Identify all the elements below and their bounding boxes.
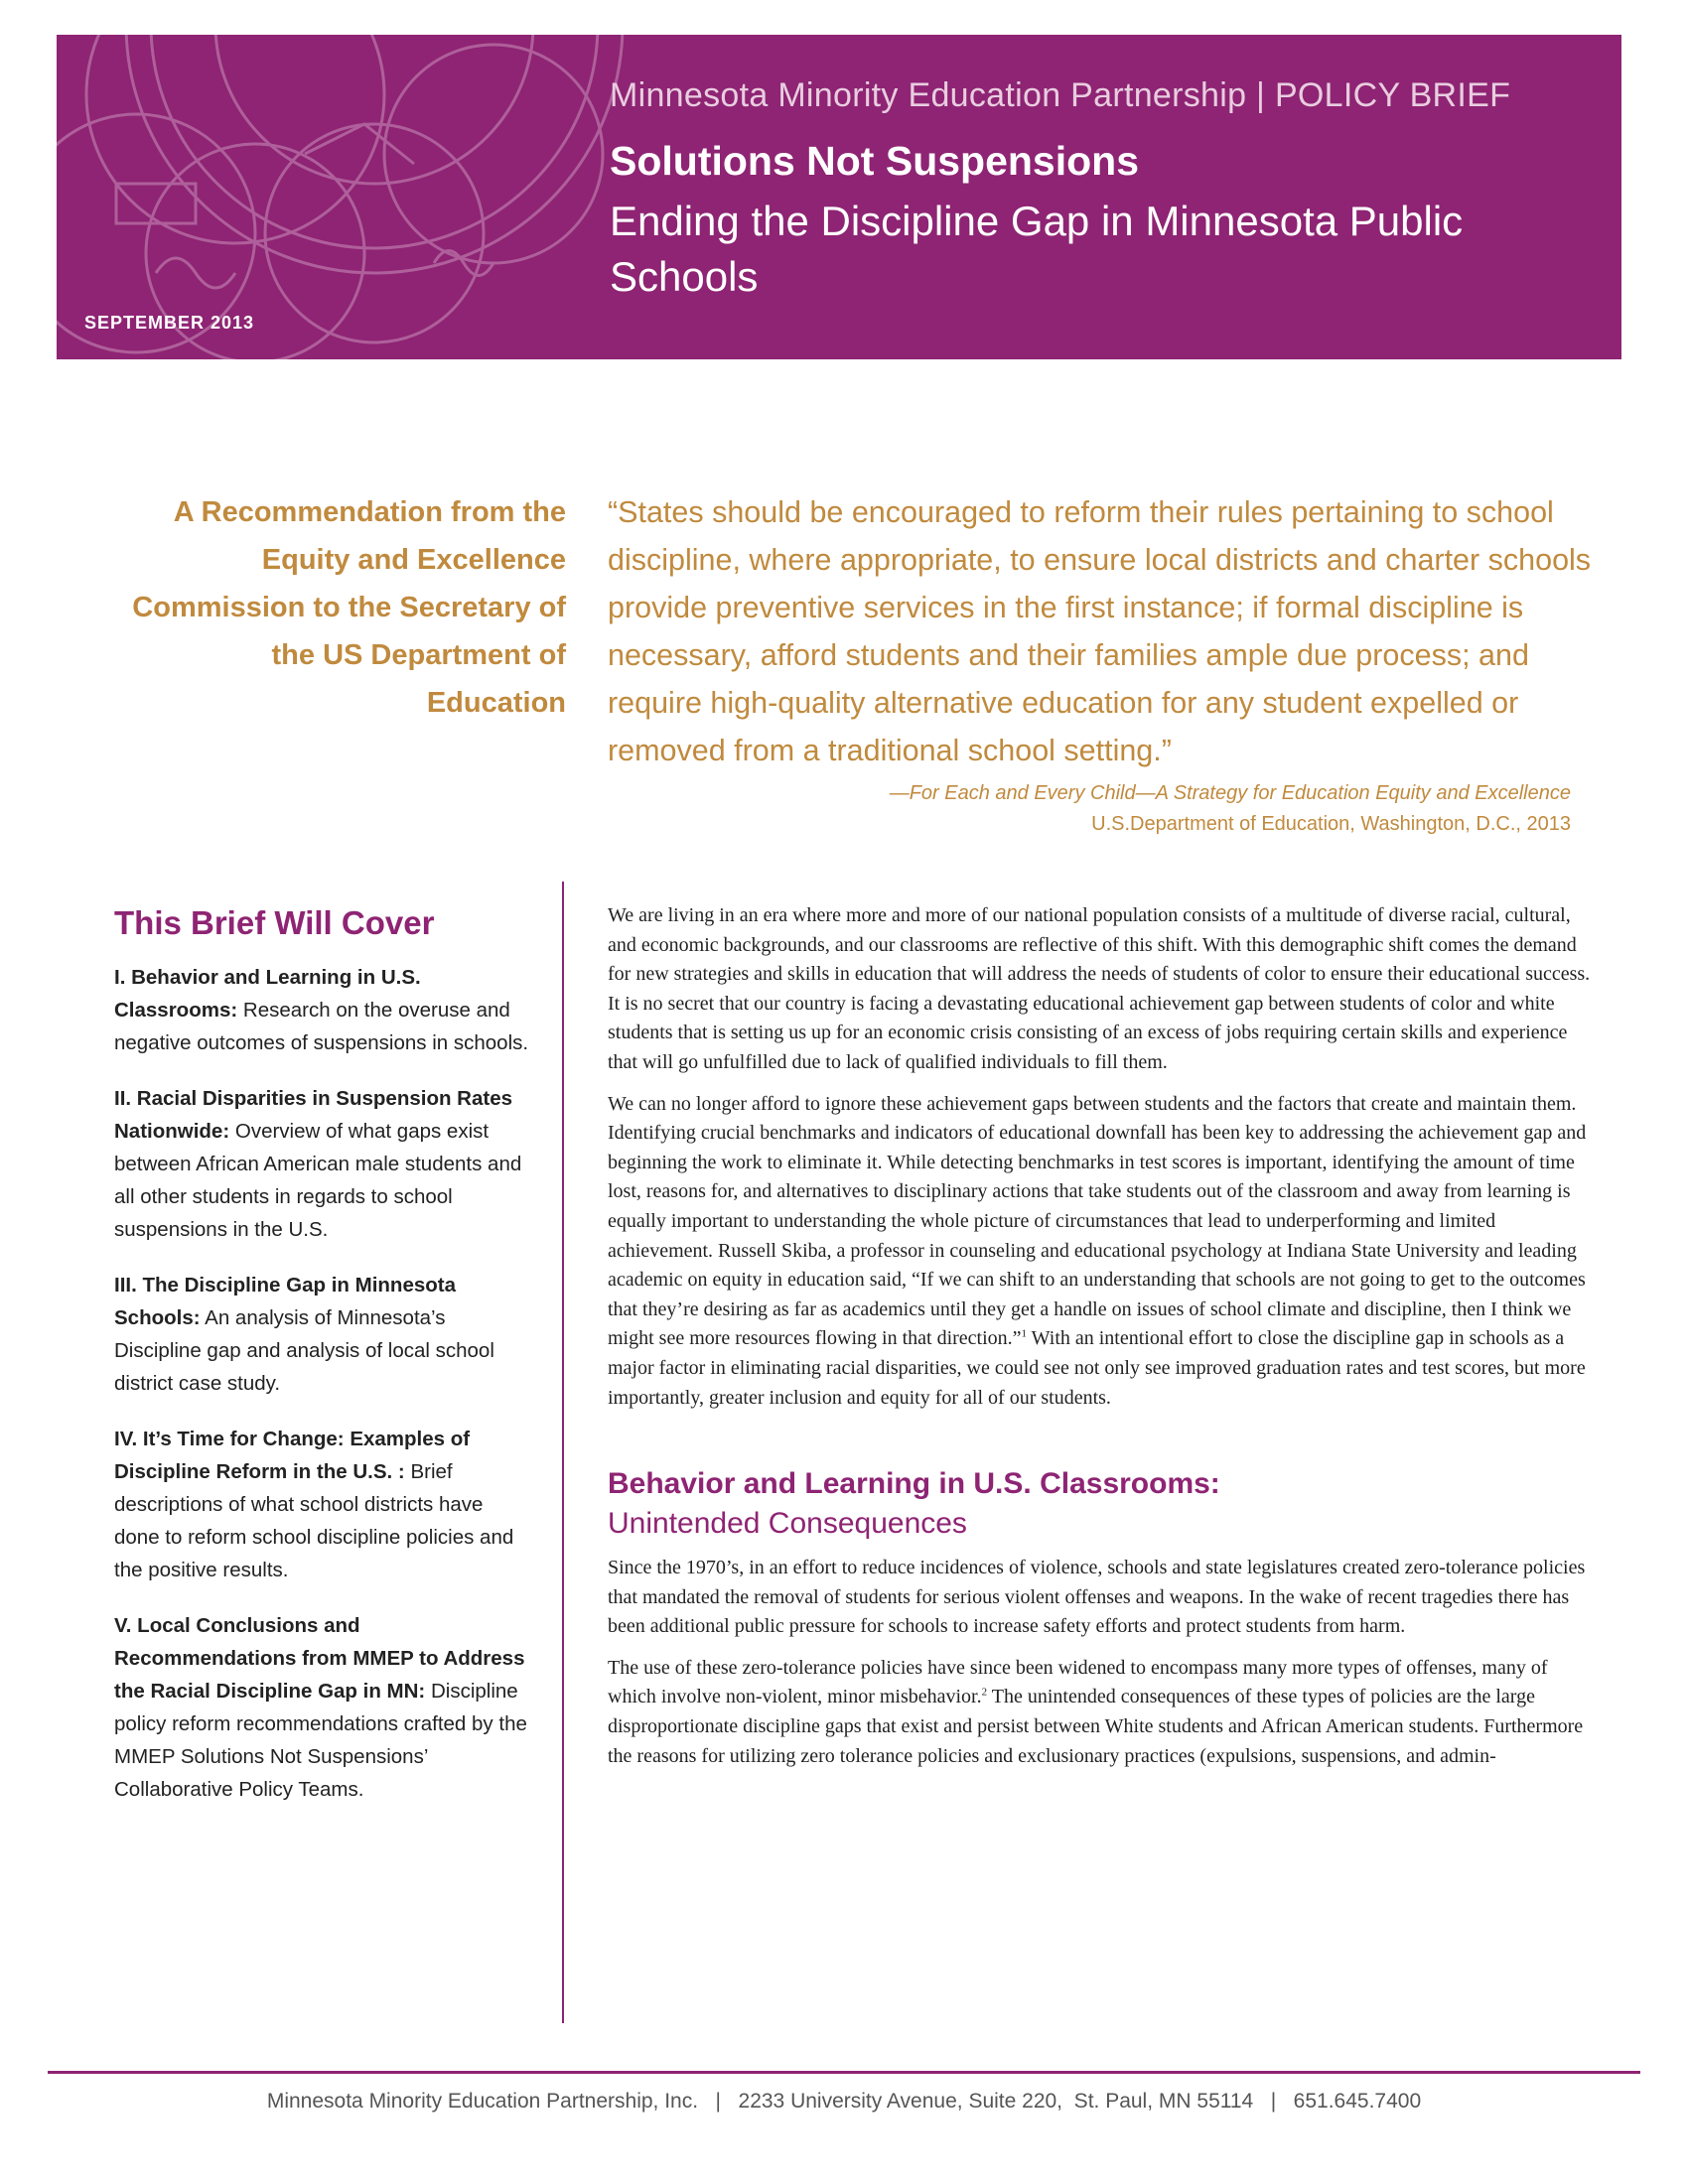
cover-item-text: Overview of what gaps exist between African American male students and all other students in regards to school suspensions in the U.S. [114,1120,522,1241]
publication-date: SEPTEMBER 2013 [84,313,255,333]
decorative-seal-graphic [57,35,652,359]
cover-item-title: II. Racial Disparities in Suspension Rates Nationwide: [114,1087,513,1143]
cover-item [114,1269,531,1400]
cover-item [114,1423,531,1586]
cover-item-text: Research on the overuse and negative outcomes of suspensions in schools. [114,999,529,1054]
cover-item-text: An analysis of Minnesota’s Discipline gap and analysis of local school district case study. [114,1306,494,1395]
cover-item-title: V. Local Conclusions and Recommendations from MMEP to Address the Racial Discipline Gap in MN: [114,1614,525,1703]
brief-title: Solutions Not Suspensions [610,138,1140,184]
quote-source-org: U.S.Department of Education, Washington, D.C., 2013 [1091,813,1571,835]
footer-rule [48,2071,1640,2074]
body-text: The use of these zero-tolerance policies have since been widened to encompass many more types of offenses, many of which involve non-violent, minor misbehavior. [608,1656,1548,1708]
body-text: With an intentional effort to close the discipline gap in schools as a major factor in eliminating racial disparities, we could see not only see improved graduation rates and test scores, but more importantly, greater inclusion and equity for all of our students. [608,1327,1586,1409]
body-paragraph [608,1090,1601,1414]
footnote-marker: 2 [981,1686,988,1699]
cover-item-text: Discipline policy reform recommendations crafted by the MMEP Solutions Not Suspensions’ Collaborative Policy Teams. [114,1680,527,1801]
body-paragraph: We are living in an era where more and more of our national population consists of a multitude of diverse racial, cultural, and economic backgrounds, and our classrooms are reflective of this shift. With this demographic shift comes the demand for new strategies and skills in education that will address the needs of students of color to ensure their educational success. It is no secret that our country is facing a devastating educational achievement gap between students of color and white students that is setting us up for an economic crisis consisting of an excess of jobs requiring certain skills and experience that will go unfulfilled due to lack of qualified individuals to fill them. [608,904,1591,1073]
brief-contents-sidebar [114,903,531,1829]
brief-subtitle: Ending the Discipline Gap in Minnesota Public Schools [610,198,1464,300]
body-text: We can no longer afford to ignore these achievement gaps between students and the factors that create and maintain them. Identifying crucial benchmarks and indicators of educational downfall has been key to addressing the achievement gap and beginning the work to eliminate it. While detecting benchmarks in test scores is important, identifying the amount of time lost, reasons for, and alternatives to disciplinary actions that take students out of the classroom and away from learning is equally important to understanding the whole picture of circumstances that lead to underperforming and limited achievement. Russell Skiba, a professor in counseling and educational psychology at Indiana State University and leading academic on equity in education said, “If we can shift to an understanding that schools are not going to get to the outcomes that they’re desiring as far as academics until they get a handle on issues of school climate and discipline, then I think we might see more resources flowing in that direction.” [608,1092,1587,1350]
main-body [608,901,1601,1783]
column-divider [562,882,564,2023]
cover-item-title: I. Behavior and Learning in U.S. Classrooms: [114,966,421,1022]
cover-item-text: Brief descriptions of what school districts have done to reform school discipline policies and the positive results. [114,1460,514,1581]
body-paragraph: Since the 1970’s, in an effort to reduce incidences of violence, schools and state legislatures created zero-tolerance policies that mandated the removal of students for serious violent offenses and weapons. In the wake of recent tragedies there has been additional public pressure for schools to increase safety efforts and protect students from harm. [608,1557,1586,1638]
cover-item [114,1082,531,1246]
recommendation-heading: A Recommendation from the Equity and Excellence Commission to the Secretary of the US Department of Education [132,496,566,719]
header-banner [57,35,1621,359]
sidebar-heading: This Brief Will Cover [114,904,435,941]
quote-source [608,778,1571,840]
body-paragraph [608,1654,1601,1771]
pull-quote: “States should be encouraged to reform their rules pertaining to school discipline, where appropriate, to ensure local districts and charter schools provide preventive services in the first instance; if formal discipline is necessary, afford students and their families ample due process; and require high-quality alternative education for any student expelled or removed from a traditional school setting.” [608,495,1592,767]
footer-contact: Minnesota Minority Education Partnership, Inc. | 2233 University Avenue, Suite 220, St. Paul, MN 55114 | 651.645.7400 [266,2090,1422,2113]
cover-item-title: III. The Discipline Gap in Minnesota Schools: [114,1274,456,1329]
cover-item [114,1609,531,1806]
quote-source-title: —For Each and Every Child—A Strategy for Education Equity and Excellence [889,782,1571,804]
body-text: The unintended consequences of these types of policies are the large disproportionate discipline gaps that exist and persist between White students and African American students. Furthermore the reasons for utilizing zero tolerance policies and exclusionary practices (expulsions, suspensions, and admin- [608,1686,1584,1767]
section-heading [608,1464,1601,1544]
cover-item-title: IV. It’s Time for Change: Examples of Discipline Reform in the U.S. : [114,1428,471,1483]
section-title: Behavior and Learning in U.S. Classrooms: [608,1467,1220,1501]
cover-item [114,961,531,1059]
series-label: Minnesota Minority Education Partnership | POLICY BRIEF [610,76,1511,114]
footnote-marker: 1 [1021,1327,1028,1340]
section-subtitle: Unintended Consequences [608,1507,967,1541]
